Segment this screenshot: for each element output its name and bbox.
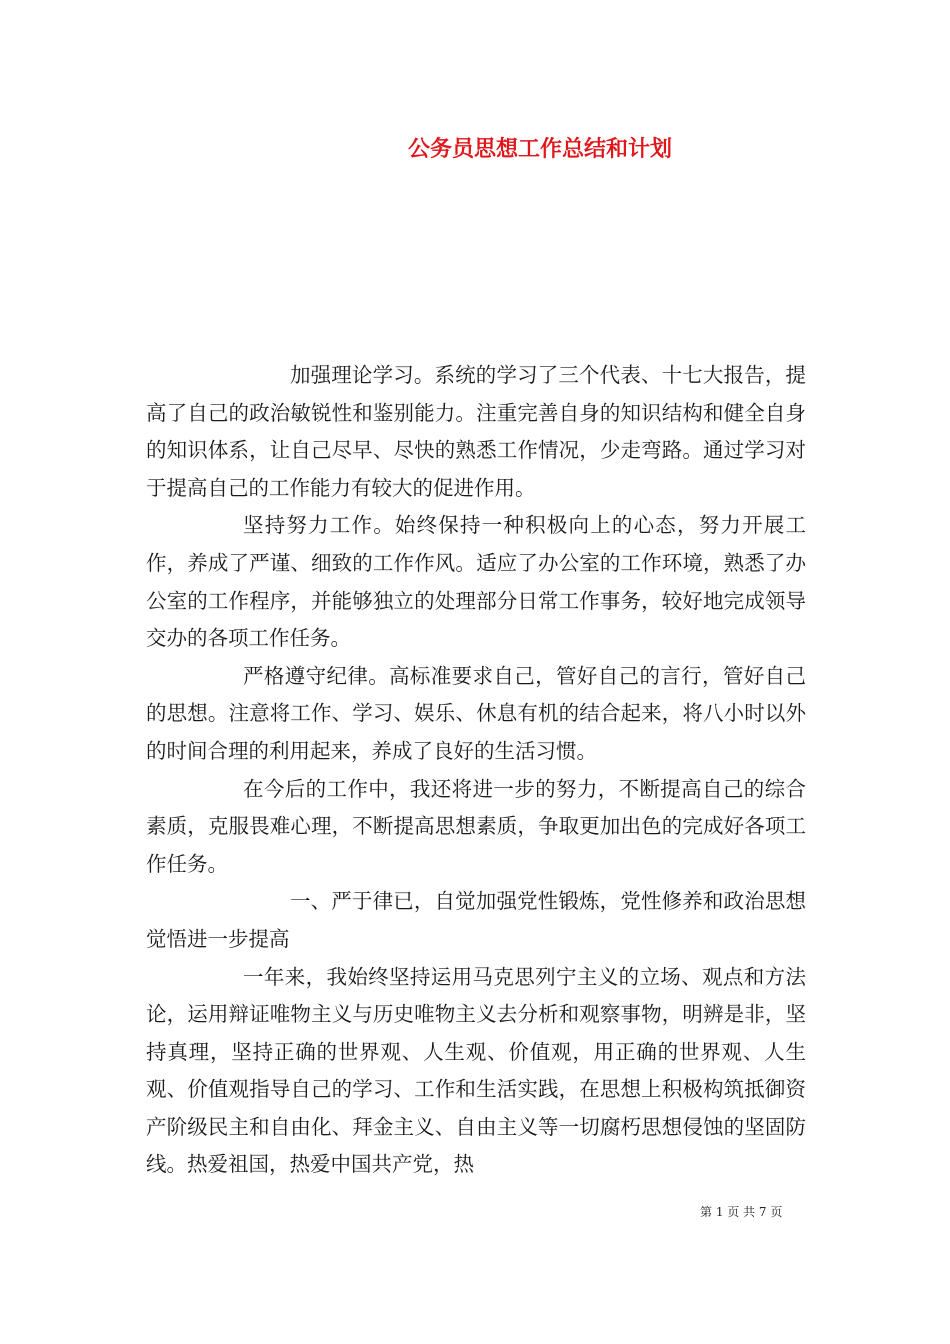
page-number-footer: 第 1 页 共 7 页: [700, 1205, 783, 1219]
paragraph-discipline: 严格遵守纪律。高标准要求自己，管好自己的言行，管好自己的思想。注意将工作、学习、娱乐、休息有机的结合起来，将八小时以外的时间合理的利用起来，养成了良好的生活习惯。: [146, 663, 806, 763]
paragraph-hard-work: 坚持努力工作。始终保持一种积极向上的心态，努力开展工作，养成了严谨、细致的工作作风。适应了办公室的工作环境，熟悉了办公室的工作程序，并能够独立的处理部分日常工作事务，较好地完成领导交办的各项工作任务。: [146, 513, 806, 651]
section-heading-1: 一、严于律已，自觉加强党性锻炼，党性修养和政治思想觉悟进一步提高: [146, 889, 806, 951]
document-body: [146, 357, 806, 1184]
paragraph-year-review: 一年来，我始终坚持运用马克思列宁主义的立场、观点和方法论，运用辩证唯物主义与历史唯物主义去分析和观察事物，明辨是非，坚持真理，坚持正确的世界观、人生观、价值观，用正确的世界观、人生观、价值观指导自己的学习、工作和生活实践，在思想上积极构筑抵御资产阶级民主和自由化、拜金主义、自由主义等一切腐朽思想侵蚀的坚固防线。热爱祖国，热爱中国共产党，热: [146, 964, 806, 1177]
paragraph-future-work: 在今后的工作中，我还将进一步的努力，不断提高自己的综合素质，克服畏难心理，不断提高思想素质，争取更加出色的完成好各项工作任务。: [146, 776, 806, 876]
paragraph-theory-study: 加强理论学习。系统的学习了三个代表、十七大报告，提高了自己的政治敏锐性和鉴别能力。注重完善自身的知识结构和健全自身的知识体系，让自己尽早、尽快的熟悉工作情况，少走弯路。通过学习对于提高自己的工作能力有较大的促进作用。: [146, 363, 806, 500]
page-title: 公务员思想工作总结和计划: [407, 136, 672, 162]
